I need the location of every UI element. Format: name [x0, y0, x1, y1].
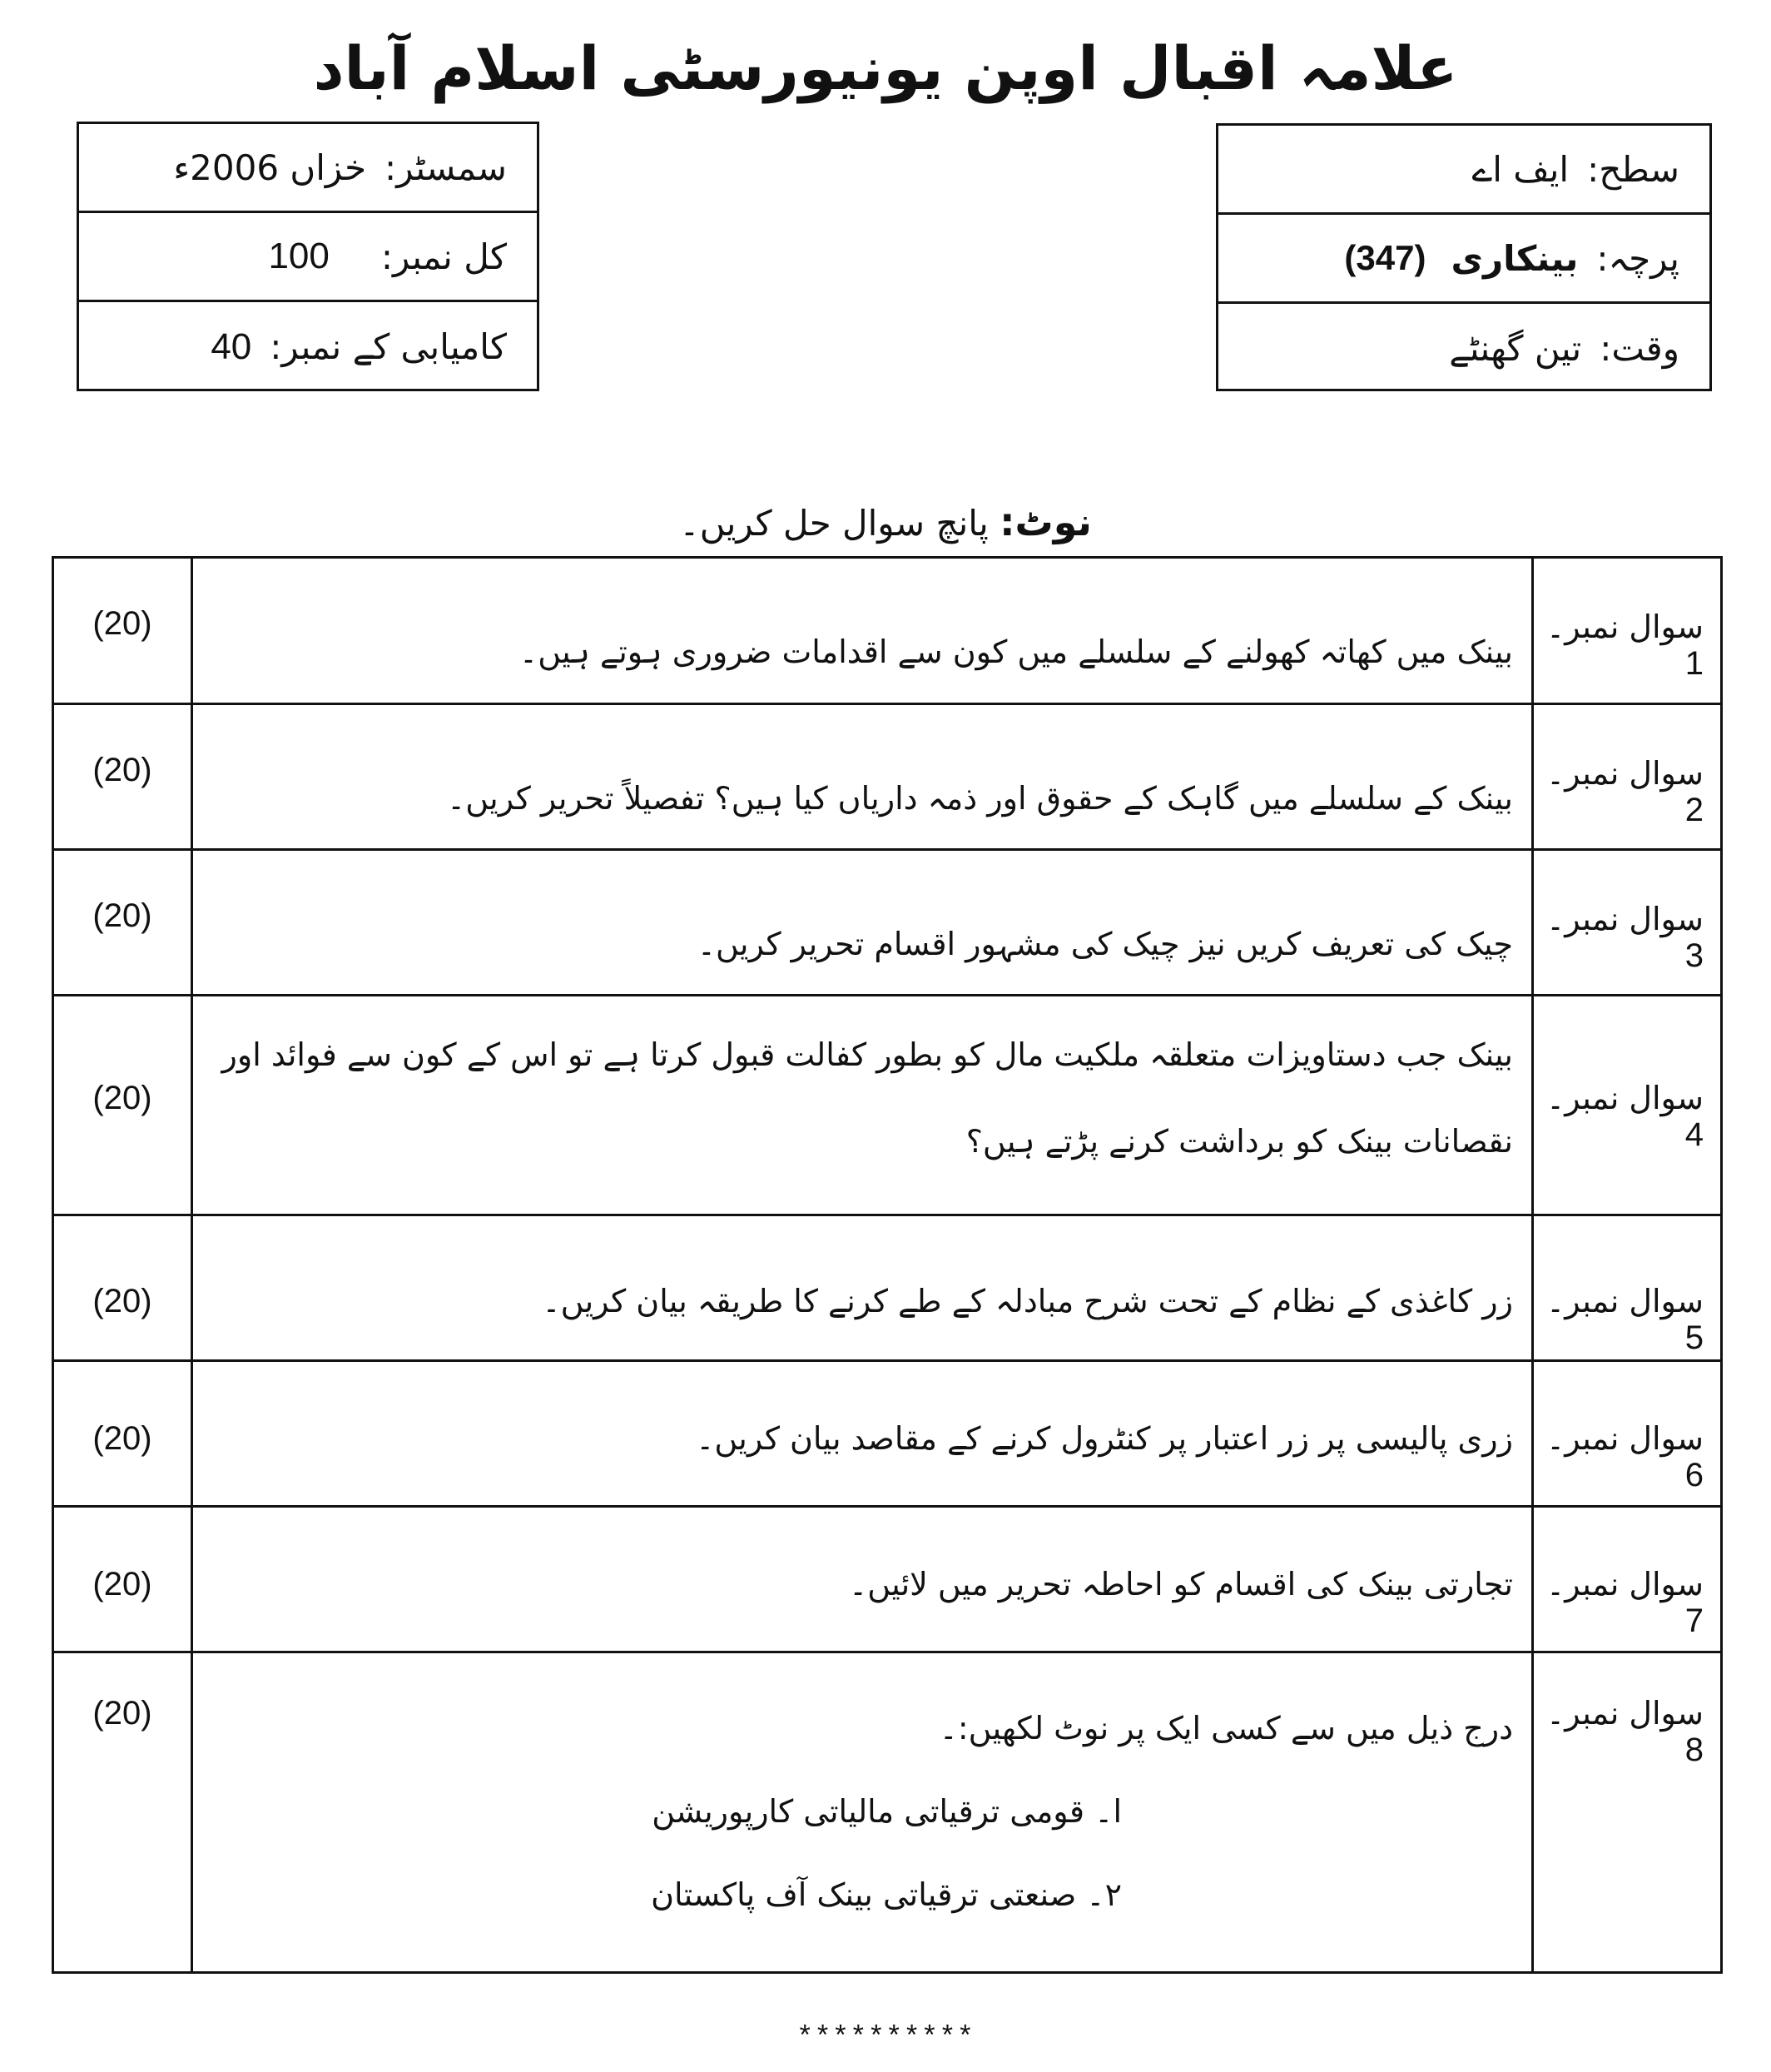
question-number	[1533, 704, 1722, 850]
paper-value: بینکاری	[1451, 237, 1579, 279]
question-marks: (20)	[53, 996, 192, 1215]
level-label: سطح:	[1587, 148, 1679, 190]
semester-value: خزاں 2006ء	[173, 147, 367, 188]
questions-table	[52, 556, 1723, 1974]
question-label: سوال نمبر۔	[1546, 1695, 1704, 1732]
question-text: بینک میں کھاتہ کھولنے کے سلسلے میں کون سے اقدامات ضروری ہوتے ہیں۔	[192, 558, 1533, 704]
question-label: سوال نمبر۔	[1546, 1420, 1704, 1457]
question-text: چیک کی تعریف کریں نیز چیک کی مشہور اقسام تحریر کریں۔	[192, 850, 1533, 996]
question-marks: (20)	[53, 1507, 192, 1652]
question-row	[53, 850, 1722, 996]
question-row	[53, 1361, 1722, 1507]
total-marks-label: کل نمبر:	[380, 236, 507, 277]
question-label: سوال نمبر۔	[1546, 901, 1704, 937]
question-marks: (20)	[53, 1361, 192, 1507]
total-marks-row	[79, 213, 537, 302]
question-row	[53, 1215, 1722, 1361]
note-label: نوٹ:	[1000, 499, 1092, 544]
paper-row	[1218, 215, 1709, 304]
question-label: سوال نمبر۔	[1546, 755, 1704, 792]
question-number	[1533, 1507, 1722, 1652]
question-text-main: درج ذیل میں سے کسی ایک پر نوٹ لکھیں:۔	[939, 1710, 1513, 1747]
subitem: ا۔ قومی ترقیاتی مالیاتی کارپوریشن	[652, 1793, 1122, 1830]
question-number	[1533, 850, 1722, 996]
end-marker: **********	[796, 2023, 975, 2055]
question-num: 3	[1684, 937, 1704, 974]
question-row	[53, 558, 1722, 704]
question-num: 4	[1684, 1116, 1704, 1153]
question-text: بینک جب دستاویزات متعلقہ ملکیت مال کو بطور کفالت قبول کرتا ہے تو اس کے کون سے فوائد اور نقصانات بینک کو برداشت کرنے پڑتے ہیں؟	[192, 996, 1533, 1215]
paper-info-box	[1216, 123, 1712, 391]
question-text: زری پالیسی پر زر اعتبار پر کنٹرول کرنے کے مقاصد بیان کریں۔	[192, 1361, 1533, 1507]
question-label: سوال نمبر۔	[1546, 1566, 1704, 1602]
question-num: 8	[1684, 1732, 1704, 1768]
subitem: ۲۔ صنعتی ترقیاتی بینک آف پاکستان	[651, 1876, 1122, 1913]
time-row	[1218, 304, 1709, 393]
level-value: ایف اے	[1471, 148, 1570, 190]
semester-label: سمسٹر:	[384, 147, 507, 188]
paper-code: (347)	[1344, 238, 1426, 277]
question-label: سوال نمبر۔	[1546, 609, 1704, 645]
question-label: سوال نمبر۔	[1546, 1080, 1704, 1116]
question-text: زر کاغذی کے نظام کے تحت شرح مبادلہ کے طے کرنے کا طریقہ بیان کریں۔	[192, 1215, 1533, 1361]
question-num: 7	[1684, 1602, 1704, 1639]
question-row	[53, 1507, 1722, 1652]
time-label: وقت:	[1600, 328, 1679, 369]
question-number	[1533, 1652, 1722, 1973]
question-row	[53, 996, 1722, 1215]
question-text: تجارتی بینک کی اقسام کو احاطہ تحریر میں لائیں۔	[192, 1507, 1533, 1652]
time-value: تین گھنٹے	[1449, 328, 1582, 369]
question-marks: (20)	[53, 1652, 192, 1973]
pass-marks-value: 40	[211, 325, 252, 367]
question-num: 1	[1684, 645, 1704, 682]
question-marks: (20)	[53, 704, 192, 850]
question-row	[53, 1652, 1722, 1973]
question-number	[1533, 1215, 1722, 1361]
instruction-note	[0, 499, 1771, 544]
exam-info-box	[77, 122, 539, 391]
question-number	[1533, 558, 1722, 704]
paper-label: پرچہ:	[1596, 237, 1679, 279]
university-title: علامہ اقبال اوپن یونیورسٹی اسلام آباد	[313, 33, 1458, 103]
question-row	[53, 704, 1722, 850]
question-number	[1533, 996, 1722, 1215]
question-marks: (20)	[53, 850, 192, 996]
question-num: 5	[1684, 1319, 1704, 1356]
semester-row	[79, 124, 537, 213]
question-text	[192, 1652, 1533, 1973]
question-text: بینک کے سلسلے میں گاہک کے حقوق اور ذمہ داریاں کیا ہیں؟ تفصیلاً تحریر کریں۔	[192, 704, 1533, 850]
total-marks-value: 100	[268, 236, 330, 276]
level-row	[1218, 126, 1709, 215]
note-text: پانچ سوال حل کریں۔	[679, 503, 989, 544]
question-num: 2	[1684, 792, 1704, 828]
pass-marks-row	[79, 302, 537, 391]
question-marks: (20)	[53, 1215, 192, 1361]
pass-marks-label: کامیابی کے نمبر:	[270, 326, 507, 367]
question-num: 6	[1684, 1457, 1704, 1493]
question-number	[1533, 1361, 1722, 1507]
question-label: سوال نمبر۔	[1546, 1283, 1704, 1319]
question-marks: (20)	[53, 558, 192, 704]
